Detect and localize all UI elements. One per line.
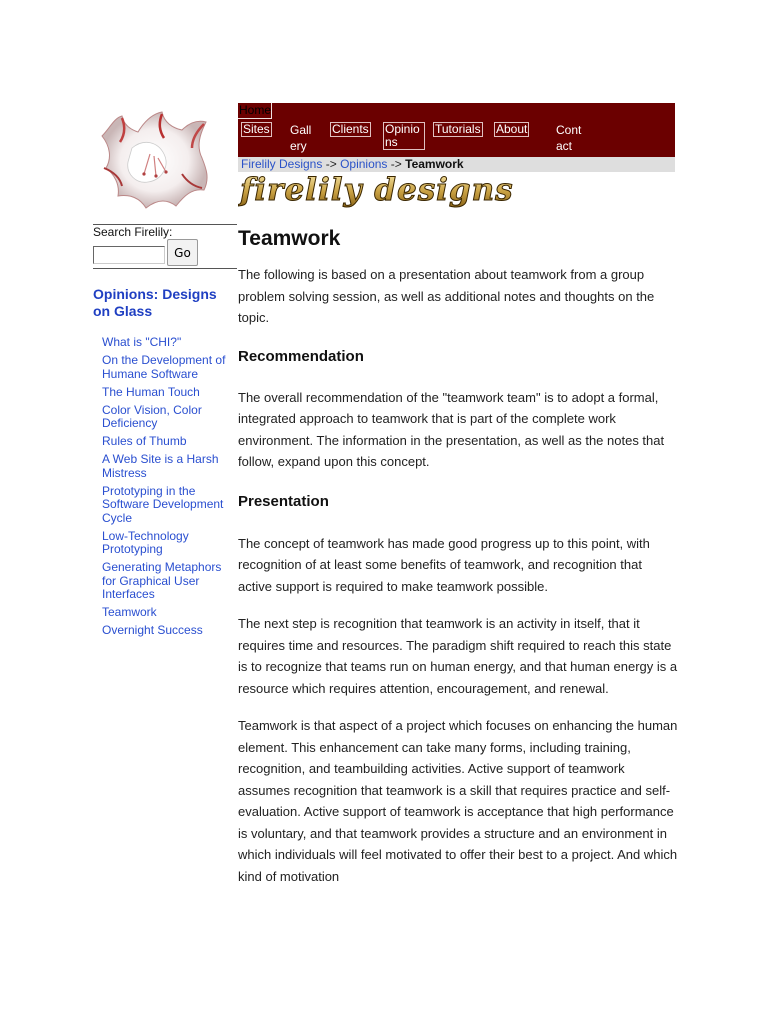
top-navigation-bar (238, 103, 675, 157)
nav-contact-link[interactable]: Cont act (556, 123, 582, 153)
sidebar-link-rules-of-thumb[interactable]: Rules of Thumb (102, 434, 187, 448)
sidebar-link-gui-metaphors[interactable]: Generating Metaphors for Graphical User Interfaces (102, 560, 222, 601)
nav-tutorials-link[interactable]: Tutorials (435, 122, 481, 136)
page-title: Teamwork (238, 227, 341, 250)
sidebar-link-color-vision[interactable]: Color Vision, Color Deficiency (102, 402, 202, 430)
sidebar-link-what-is-chi[interactable]: What is "CHI?" (102, 335, 182, 349)
main-article (238, 226, 678, 887)
nav-gallery-link[interactable]: Gall ery (290, 123, 312, 153)
firelily-logo-image (92, 108, 216, 212)
firelily-designs-wordmark (238, 172, 578, 212)
search-go-button[interactable]: Go (167, 239, 198, 266)
presentation-paragraph-2: The next step is recognition that teamwork is an activity in itself, that it requires time and resources. The paradigm shift required to reach this state is to recognize that teams run on human energy, and that human energy is a resource which requires attention, encouragement, and renewal. (238, 616, 678, 696)
sidebar-divider (93, 268, 237, 269)
sidebar-link-human-touch[interactable]: The Human Touch (102, 384, 200, 399)
sidebar-section-title: Opinions: Designs on Glass (93, 286, 217, 319)
nav-opinions-link[interactable]: Opinio ns (383, 122, 425, 150)
presentation-heading: Presentation (238, 492, 329, 510)
wordmark-text: firelily designs (240, 172, 514, 208)
recommendation-heading: Recommendation (238, 347, 364, 365)
sidebar-link-humane-software[interactable]: On the Development of Humane Software (102, 353, 226, 381)
breadcrumb-separator: -> (325, 157, 337, 171)
sidebar-link-prototyping-cycle[interactable]: Prototyping in the Software Development Cycle (102, 483, 224, 525)
sidebar-link-low-tech-prototyping[interactable]: Low-Technology Prototyping (102, 528, 189, 556)
recommendation-paragraph: The overall recommendation of the "teamwork team" is to adopt a formal, integrated approach to teamwork that is part of the complete work environment. The information in the presentation, as well as the notes that follow, expand upon this concept. (238, 389, 665, 469)
breadcrumb (238, 157, 675, 172)
search-input[interactable] (93, 246, 165, 264)
nav-sites-link[interactable]: Sites (243, 122, 270, 136)
sidebar-link-overnight-success[interactable]: Overnight Success (102, 623, 203, 637)
presentation-paragraph-1: The concept of teamwork has made good progress up to this point, with recognition of at least some benefits of teamwork, and recognition that active support is required to make teamwork possible. (238, 535, 650, 594)
sidebar-article-list (102, 336, 234, 642)
breadcrumb-current: Teamwork (405, 157, 464, 171)
sidebar-link-harsh-mistress[interactable]: A Web Site is a Harsh Mistress (102, 452, 219, 480)
search-label: Search Firelily: (93, 225, 173, 239)
nav-home-link[interactable]: Home (239, 103, 272, 117)
breadcrumb-separator: -> (390, 157, 402, 171)
nav-about-link[interactable]: About (496, 122, 528, 136)
presentation-paragraph-3: Teamwork is that aspect of a project which focuses on enhancing the human element. This enhancement can take many forms, including training, recognition, and teambuilding activities. Active support of teamwork assumes recognition that teamwork is a skill that requires practice and self-evaluation. Active support of teamwork is acceptance that high performance is voluntary, and that teamwork provides a structure and an environment in which individuals will feel motivated to offer their best to a project. And which kind of motivation (238, 718, 678, 884)
intro-paragraph: The following is based on a presentation about teamwork from a group problem solving session, as well as additional notes and thoughts on the topic. (238, 267, 655, 325)
breadcrumb-firelily-designs-link[interactable]: Firelily Designs (241, 157, 323, 171)
breadcrumb-opinions-link[interactable]: Opinions (340, 157, 388, 171)
sidebar-link-teamwork[interactable]: Teamwork (102, 605, 157, 619)
nav-clients-link[interactable]: Clients (332, 122, 369, 136)
